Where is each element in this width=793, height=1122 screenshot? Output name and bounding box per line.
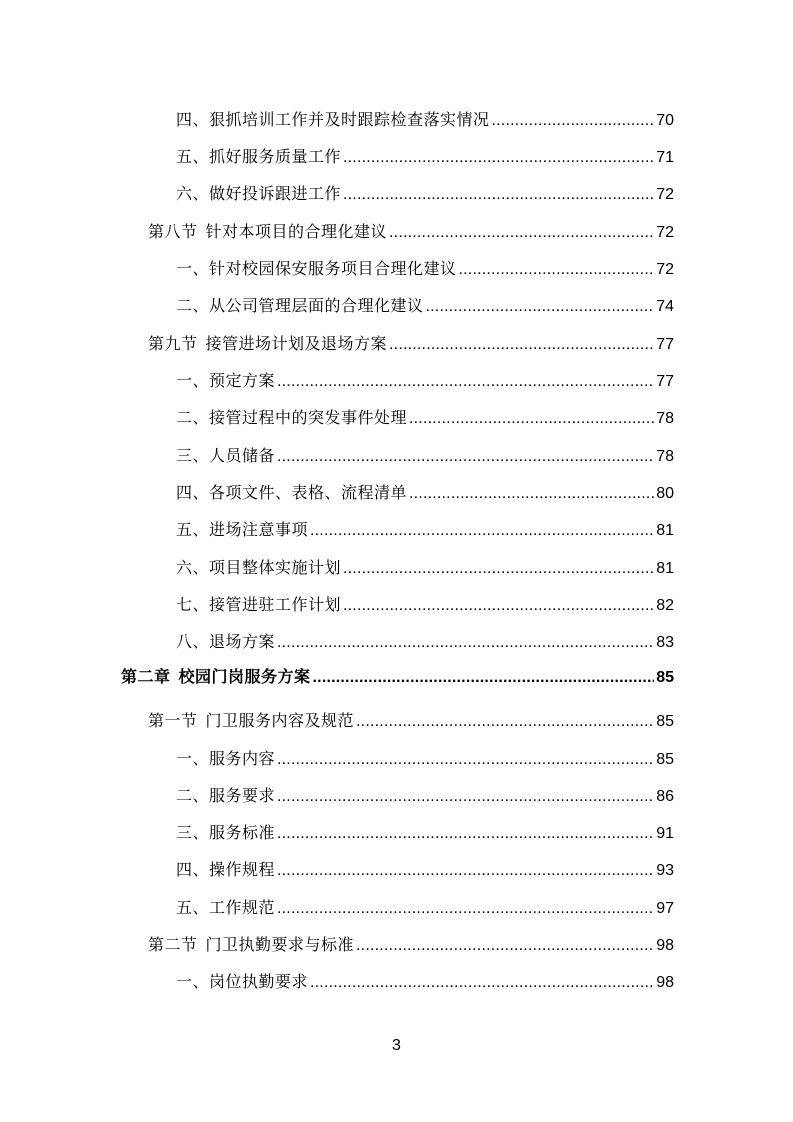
toc-entry[interactable] [176,406,674,430]
toc-chapter-entry[interactable] [121,665,674,689]
dot-leader [356,934,654,958]
toc-entry-title: 一、岗位执勤要求 [176,972,309,991]
toc-entry-title: 六、做好投诉跟进工作 [176,184,342,203]
toc-entry-title [148,933,354,957]
toc-entry-title: 二、从公司管理层面的合理化建议 [176,296,424,315]
toc-section-entry[interactable] [148,332,674,356]
toc-entry-title: 四、狠抓培训工作并及时跟踪检查落实情况 [176,110,490,129]
toc-chapter-number: 第二章 [121,667,171,686]
toc-entry[interactable] [176,821,674,845]
toc-entry[interactable] [176,182,674,206]
toc-page-number: 72 [656,224,674,241]
toc-entry-title: 七、接管进驻工作计划 [176,595,342,614]
toc-entry-title: 四、操作规程 [176,860,276,879]
toc-entry[interactable] [176,145,674,169]
toc-page-number: 97 [656,900,674,917]
toc-page-number: 78 [656,448,674,465]
toc-entry-title: 六、项目整体实施计划 [176,558,342,577]
toc-entry-title: 三、人员储备 [176,446,276,465]
toc-section-title: 门卫执勤要求与标准 [205,935,355,954]
dot-leader [343,557,654,581]
toc-entry[interactable] [176,858,674,882]
toc-page-number: 98 [656,974,674,991]
toc-entry-title: 二、服务要求 [176,786,276,805]
toc-section-number: 第八节 [148,222,198,241]
toc-entry-title: 一、服务内容 [176,749,276,768]
dot-leader [277,370,654,394]
toc-entry[interactable] [176,481,674,505]
toc-page-number: 81 [656,522,674,539]
toc-entry-title [148,332,387,356]
toc-page-number: 85 [656,669,674,686]
toc-entry[interactable] [176,108,674,132]
toc-section-entry[interactable] [148,709,674,733]
toc-page-number: 83 [656,634,674,651]
dot-leader [343,183,654,207]
dot-leader [313,666,655,690]
toc-section-number: 第一节 [148,711,198,730]
toc-entry[interactable] [176,896,674,920]
toc-page-number: 70 [656,112,674,129]
toc-chapter-title: 校园门岗服务方案 [178,667,311,686]
toc-entry[interactable] [176,747,674,771]
toc-page-number: 93 [656,862,674,879]
toc-page-number: 72 [656,261,674,278]
toc-entry-title: 八、退场方案 [176,632,276,651]
dot-leader [426,295,655,319]
toc-entry-title: 一、针对校园保安服务项目合理化建议 [176,259,457,278]
dot-leader [389,221,654,245]
dot-leader [310,971,654,995]
dot-leader [310,519,654,543]
toc-entry-title: 三、服务标准 [176,823,276,842]
dot-leader [389,333,654,357]
toc-entry-title [148,220,387,244]
toc-entry[interactable] [176,444,674,468]
toc-entry[interactable] [176,556,674,580]
toc-page-number: 91 [656,825,674,842]
toc-page-number: 74 [656,298,674,315]
toc-entry[interactable] [176,294,674,318]
dot-leader [277,785,654,809]
toc-page-number: 98 [656,937,674,954]
toc-entry[interactable] [176,630,674,654]
toc-entry-title: 五、抓好服务质量工作 [176,147,342,166]
toc-page-number: 77 [656,336,674,353]
toc-section-title: 针对本项目的合理化建议 [205,222,388,241]
toc-section-number: 第九节 [148,334,198,353]
dot-leader [277,748,654,772]
toc-entry-title: 一、预定方案 [176,371,276,390]
dot-leader [343,146,654,170]
toc-entry[interactable] [176,518,674,542]
dot-leader [277,631,654,655]
toc-page-number: 71 [656,149,674,166]
toc-entry[interactable] [176,970,674,994]
toc-entry[interactable] [176,369,674,393]
toc-entry[interactable] [176,593,674,617]
toc-page-number: 81 [656,560,674,577]
toc-page-number: 85 [656,713,674,730]
toc-section-entry[interactable] [148,220,674,244]
dot-leader [343,594,654,618]
toc-page-number: 85 [656,751,674,768]
toc-page-number: 82 [656,597,674,614]
toc-entry[interactable] [176,257,674,281]
toc-section-entry[interactable] [148,933,674,957]
dot-leader [277,822,654,846]
dot-leader [277,859,654,883]
toc-entry-title: 五、进场注意事项 [176,520,309,539]
dot-leader [459,258,655,282]
toc-section-title: 门卫服务内容及规范 [205,711,355,730]
toc-entry-title [148,709,354,733]
page-number-footer: 3 [392,1037,401,1054]
toc-section-title: 接管进场计划及退场方案 [205,334,388,353]
dot-leader [409,482,654,506]
toc-page-number: 72 [656,186,674,203]
toc-page-number: 77 [656,373,674,390]
toc-entry-title: 五、工作规范 [176,898,276,917]
dot-leader [409,407,654,431]
dot-leader [492,109,655,133]
dot-leader [277,897,654,921]
toc-entry-title: 二、接管过程中的突发事件处理 [176,408,408,427]
dot-leader [277,445,654,469]
toc-entry-title [121,665,311,689]
toc-page-number: 80 [656,485,674,502]
toc-entry[interactable] [176,784,674,808]
toc-section-number: 第二节 [148,935,198,954]
toc-page-number: 78 [656,410,674,427]
dot-leader [356,710,654,734]
toc-page-number: 86 [656,788,674,805]
toc-entry-title: 四、各项文件、表格、流程清单 [176,483,408,502]
